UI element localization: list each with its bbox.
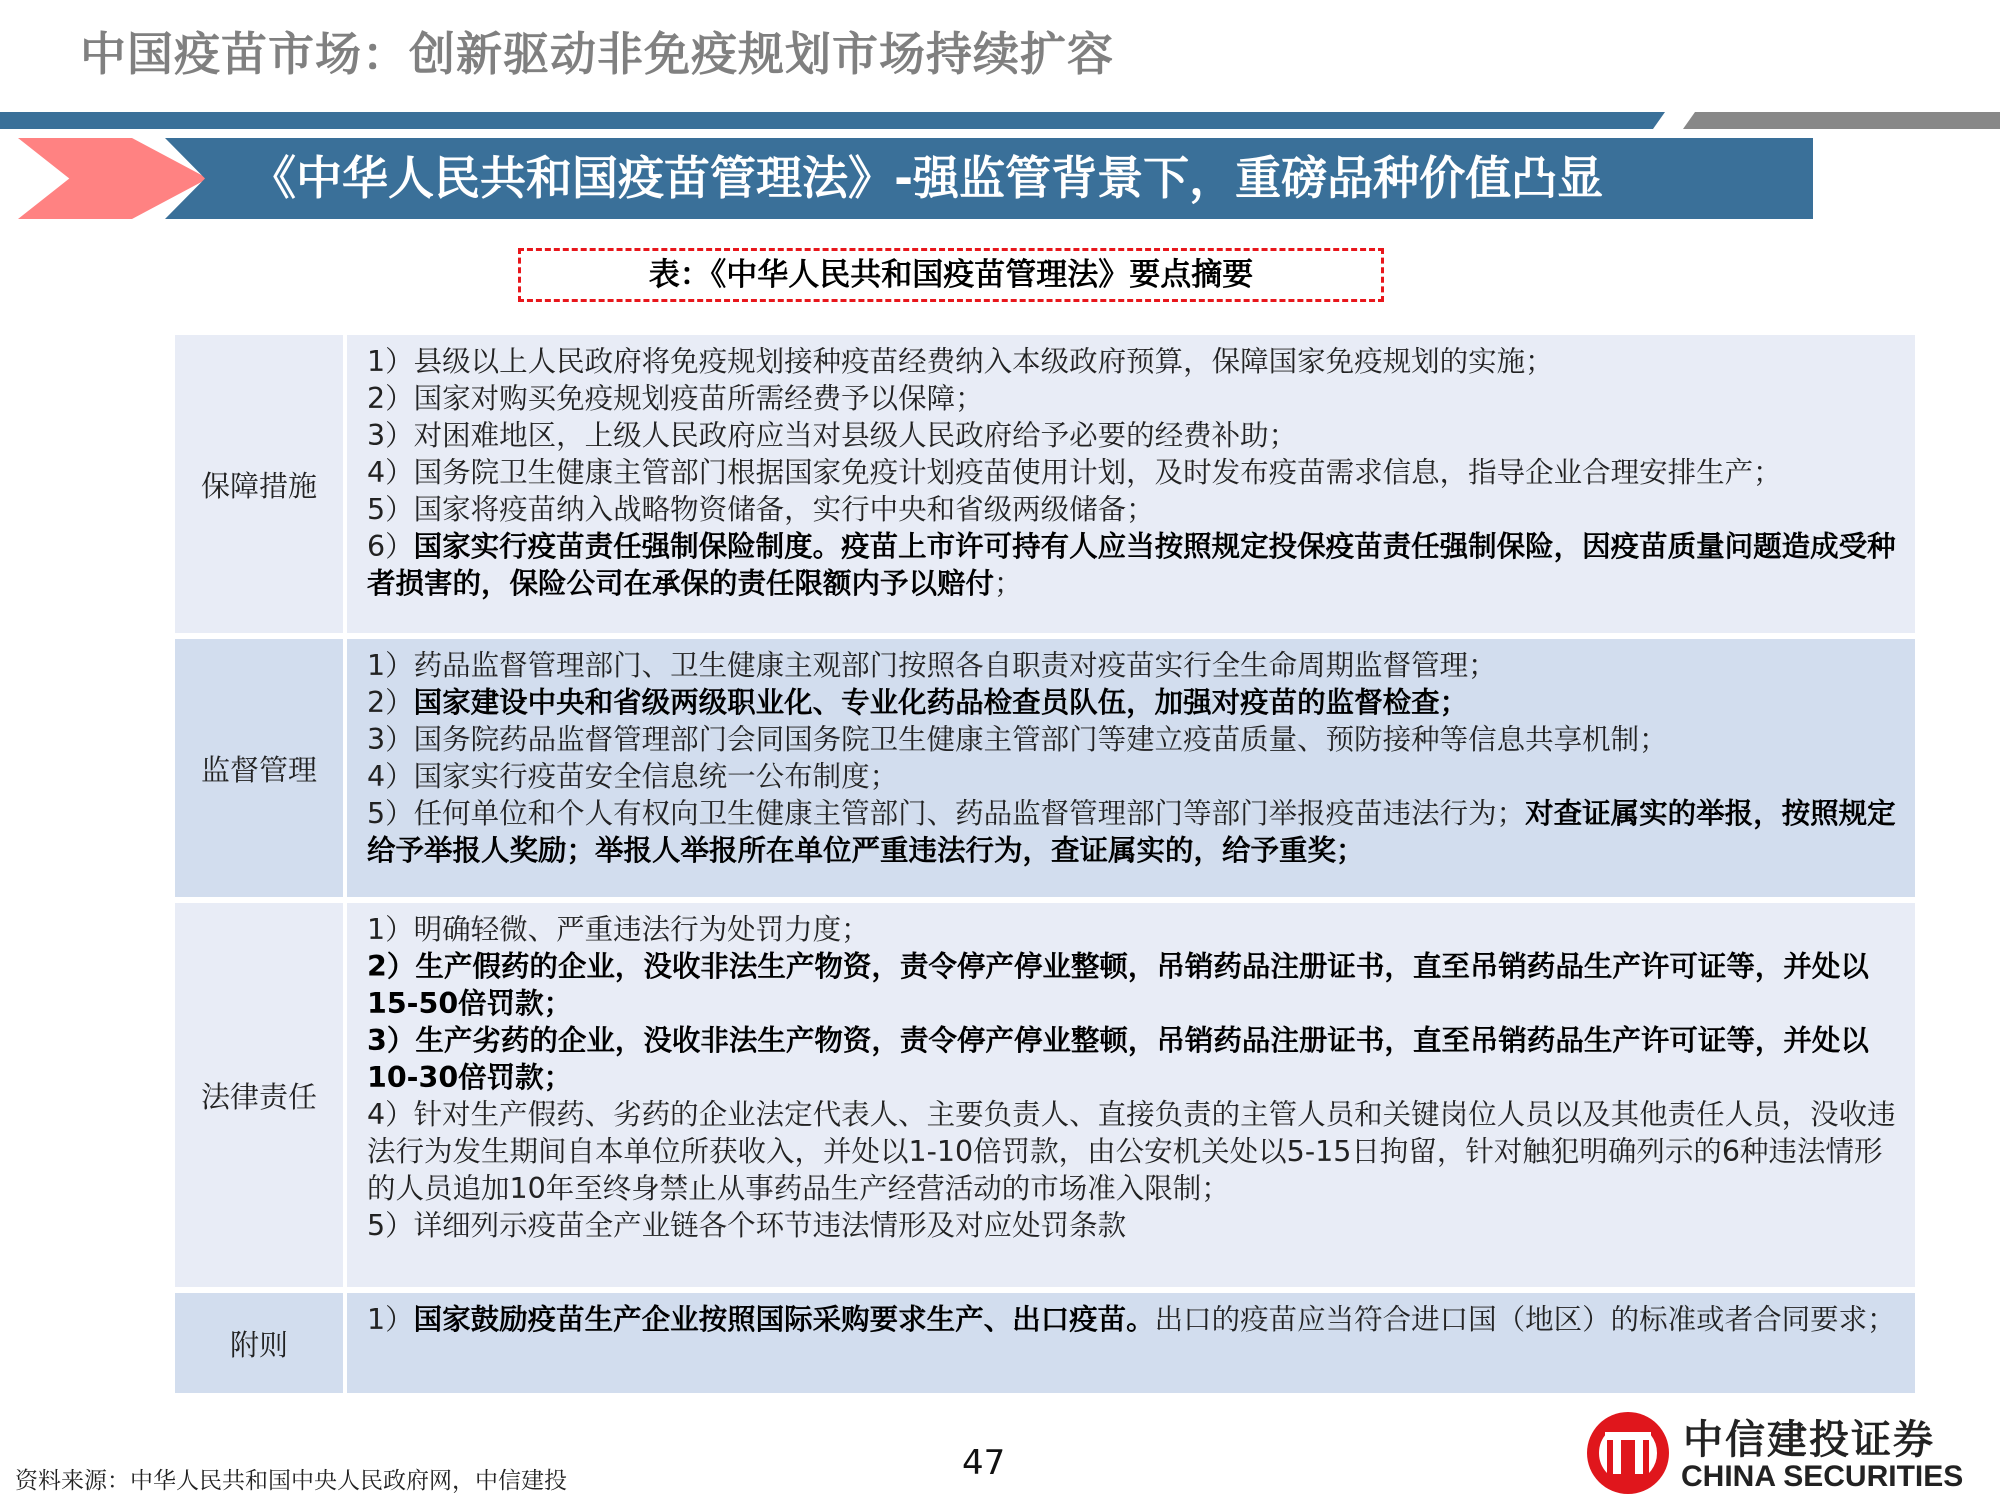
content-item: 4）国家实行疫苗安全信息统一公布制度； (367, 760, 899, 793)
citic-logo-icon (1585, 1410, 1671, 1496)
content-item: 5）详细列示疫苗全产业链各个环节违法情形及对应处罚条款 (367, 1209, 1127, 1242)
table-row (175, 1293, 1915, 1393)
page-title: 中国疫苗市场：创新驱动非免疫规划市场持续扩容 (80, 27, 1114, 81)
content-item: 3）国务院药品监督管理部门会同国务院卫生健康主管部门等建立疫苗质量、预防接种等信息共享机制； (367, 723, 1668, 756)
table-row (175, 903, 1915, 1287)
header-divider-blue (0, 112, 1665, 129)
row-content (347, 903, 1915, 1287)
content-item: 1）药品监督管理部门、卫生健康主观部门按照各自职责对疫苗实行全生命周期监督管理； (367, 649, 1497, 682)
content-item: 4）针对生产假药、劣药的企业法定代表人、主要负责人、直接负责的主管人员和关键岗位人员以及其他责任人员，没收违法行为发生期间自本单位所获收入，并处以1-10倍罚款，由公安机关处以5-15日拘留，针对触犯明确列示的6种违法情形的人员追加10年至终身禁止从事药品生产经营活动的市场准入限制； (367, 1098, 1896, 1205)
table-row (175, 639, 1915, 897)
row-label: 法律责任 (175, 903, 343, 1287)
table-row (175, 335, 1915, 633)
page-number: 47 (962, 1443, 1006, 1483)
content-item: 1）县级以上人民政府将免疫规划接种疫苗经费纳入本级政府预算，保障国家免疫规划的实施； (367, 345, 1554, 378)
content-item: 2）国家对购买免疫规划疫苗所需经费予以保障； (367, 382, 984, 415)
logo-english-name: CHINA SECURITIES (1681, 1460, 1964, 1493)
row-label: 保障措施 (175, 335, 343, 633)
content-item: 5）任何单位和个人有权向卫生健康主管部门、药品监督管理部门等部门举报疫苗违法行为；对查证属实的举报，按照规定给予举报人奖励；举报人举报所在单位严重违法行为，查证属实的，给予重奖； (367, 797, 1896, 867)
content-item: 5）国家将疫苗纳入战略物资储备，实行中央和省级两级储备； (367, 493, 1155, 526)
section-banner-title: 《中华人民共和国疫苗管理法》-强监管背景下，重磅品种价值凸显 (250, 151, 1604, 205)
row-content (347, 1293, 1915, 1393)
row-content (347, 335, 1915, 633)
content-item: 2）生产假药的企业，没收非法生产物资，责令停产停业整顿，吊销药品注册证书，直至吊销药品生产许可证等，并处以15-50倍罚款； (367, 950, 1869, 1020)
row-content (347, 639, 1915, 897)
source-note: 资料来源：中华人民共和国中央人民政府网，中信建投 (15, 1468, 567, 1494)
row-label: 监督管理 (175, 639, 343, 897)
row-label: 附则 (175, 1293, 343, 1393)
content-item: 1）国家鼓励疫苗生产企业按照国际采购要求生产、出口疫苗。出口的疫苗应当符合进口国（地区）的标准或者合同要求； (367, 1303, 1896, 1336)
content-item: 3）生产劣药的企业，没收非法生产物资，责令停产停业整顿，吊销药品注册证书，直至吊销药品生产许可证等，并处以10-30倍罚款； (367, 1024, 1869, 1094)
logo-chinese-name: 中信建投证券 (1683, 1417, 1935, 1463)
content-item: 3）对困难地区，上级人民政府应当对县级人民政府给予必要的经费补助； (367, 419, 1298, 452)
content-item: 6）国家实行疫苗责任强制保险制度。疫苗上市许可持有人应当按照规定投保疫苗责任强制保险，因疫苗质量问题造成受种者损害的，保险公司在承保的责任限额内予以赔付； (367, 530, 1896, 600)
table-caption: 表：《中华人民共和国疫苗管理法》要点摘要 (518, 248, 1384, 302)
content-item: 1）明确轻微、严重违法行为处罚力度； (367, 913, 870, 946)
content-item: 4）国务院卫生健康主管部门根据国家免疫计划疫苗使用计划，及时发布疫苗需求信息，指导企业合理安排生产； (367, 456, 1782, 489)
content-item: 2）国家建设中央和省级两级职业化、专业化药品检查员队伍，加强对疫苗的监督检查； (367, 686, 1469, 719)
header-divider-gray (1683, 112, 2000, 129)
law-summary-table (175, 335, 1915, 1399)
company-logo (1585, 1408, 1985, 1500)
